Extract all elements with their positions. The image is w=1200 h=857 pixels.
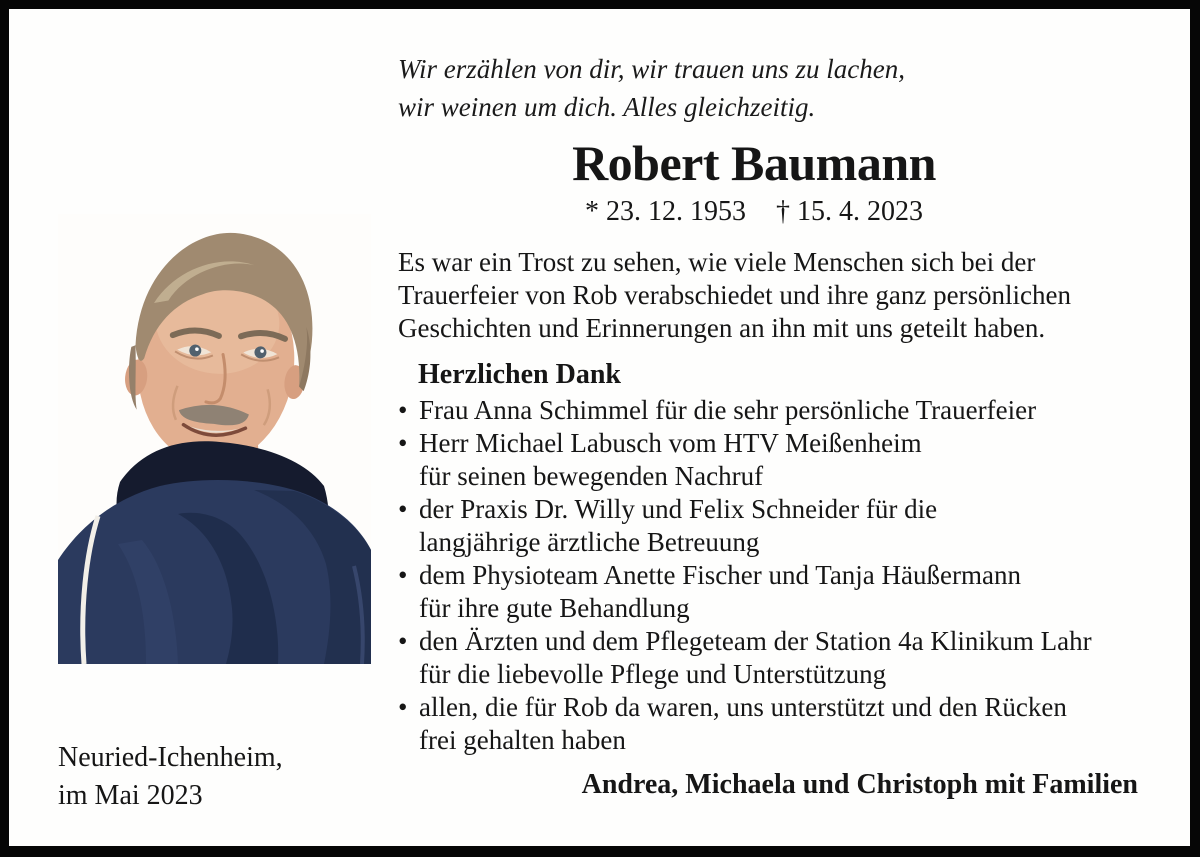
list-item-line: für ihre gute Behandlung (419, 593, 690, 623)
bullet-icon: • (398, 428, 408, 458)
place-and-date (58, 739, 283, 815)
list-item (398, 559, 1138, 625)
thanks-heading: Herzlichen Dank (418, 359, 621, 390)
intro-line: Es war ein Trost zu sehen, wie viele Menschen sich bei der (398, 247, 1036, 277)
memorial-quote (398, 50, 905, 126)
list-item-line: für die liebevolle Pflege und Unterstützung (419, 659, 887, 689)
list-item-line: langjährige ärztliche Betreuung (419, 527, 760, 557)
death-date: † 15. 4. 2023 (776, 196, 923, 227)
birth-date: * 23. 12. 1953 (585, 196, 746, 227)
deceased-header (398, 135, 1110, 228)
deceased-name: Robert Baumann (572, 135, 936, 191)
obituary-card (9, 9, 1190, 846)
list-item-line: der Praxis Dr. Willy und Felix Schneider für die (419, 494, 938, 524)
life-dates (398, 196, 1110, 228)
portrait-photo (58, 214, 371, 664)
list-item-line: Herr Michael Labusch vom HTV Meißenheim (419, 428, 922, 458)
list-item (398, 394, 1138, 427)
family-signature: Andrea, Michaela und Christoph mit Familien (581, 769, 1138, 800)
list-item (398, 691, 1138, 757)
bullet-icon: • (398, 395, 408, 425)
quote-line: Wir erzählen von dir, wir trauen uns zu lachen, (398, 54, 905, 84)
intro-line: Geschichten und Erinnerungen an ihn mit uns geteilt haben. (398, 313, 1046, 343)
list-item-line: frei gehalten haben (419, 725, 626, 755)
list-item (398, 493, 1138, 559)
thanks-list (398, 394, 1138, 757)
bullet-icon: • (398, 692, 408, 722)
bullet-icon: • (398, 626, 408, 656)
bullet-icon: • (398, 494, 408, 524)
list-item-line: für seinen bewegenden Nachruf (419, 461, 764, 491)
list-item-line: Frau Anna Schimmel für die sehr persönliche Trauerfeier (419, 395, 1037, 425)
quote-line: wir weinen um dich. Alles gleichzeitig. (398, 92, 816, 122)
list-item-line: den Ärzten und dem Pflegeteam der Station 4a Klinikum Lahr (419, 626, 1092, 656)
bullet-icon: • (398, 560, 408, 590)
list-item-line: dem Physioteam Anette Fischer und Tanja Häußermann (419, 560, 1021, 590)
place-line: im Mai 2023 (58, 780, 203, 811)
list-item (398, 427, 1138, 493)
list-item-line: allen, die für Rob da waren, uns unterstützt und den Rücken (419, 692, 1067, 722)
list-item (398, 625, 1138, 691)
intro-paragraph (398, 246, 1071, 345)
place-line: Neuried-Ichenheim, (58, 742, 283, 773)
intro-line: Trauerfeier von Rob verabschiedet und ihre ganz persönlichen (398, 280, 1072, 310)
